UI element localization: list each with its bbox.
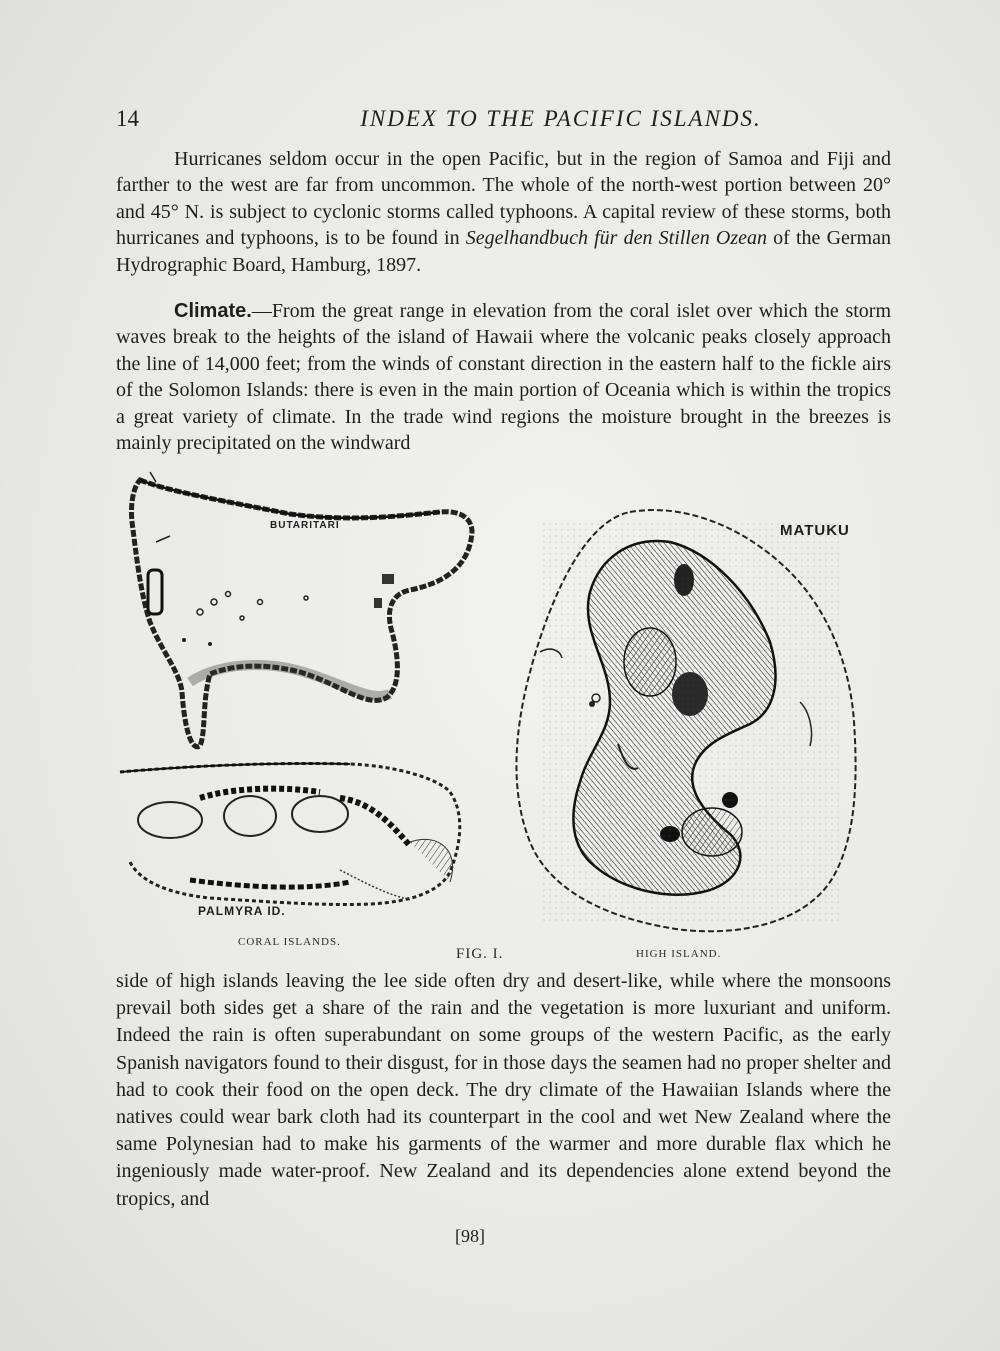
label-palmyra: PALMYRA ID.	[198, 904, 286, 918]
label-matuku: MATUKU	[780, 522, 850, 539]
paragraph-text: Hurricanes seldom occur in the open Pacific, but in the region of Samoa and Fiji and farther to the west are far from uncommon. The whole of the north-west portion between 20° and 45° N. is subject to cyclonic storms called typhoons. A capital review of these storms, both hurricanes and typhoons, is to be found in	[116, 148, 891, 250]
palmyra-atoll-map	[120, 763, 460, 904]
caption-coral-islands: CORAL ISLANDS.	[238, 936, 341, 948]
butaritari-atoll-map	[131, 472, 472, 747]
figure-1	[110, 462, 890, 967]
page-header	[116, 106, 916, 136]
island-maps-illustration	[110, 462, 890, 967]
matuku-island-map	[516, 510, 855, 931]
book-title-italic: Segelhandbuch für den Stillen Ozean	[465, 227, 768, 250]
plate-number: [98]	[455, 1226, 485, 1246]
paragraph-hurricanes	[116, 146, 891, 278]
label-butaritari: BUTARITARI	[270, 520, 340, 531]
caption-figure-number: FIG. I.	[456, 946, 504, 962]
running-title: INDEX TO THE PACIFIC ISLANDS.	[360, 106, 762, 131]
caption-high-island: HIGH ISLAND.	[636, 948, 722, 960]
paragraph-text: of the German Hydrographic Board, Hamburg, 1897.	[116, 227, 891, 276]
page-number: 14	[116, 106, 139, 131]
paragraph-climate	[116, 298, 891, 456]
paragraph-text: side of high islands leaving the lee side often dry and desert-like, while where the monsoons prevail both sides get a share of the rain and the vegetation is more luxuriant and uniform. Indeed the rain is often superabundant on some groups of the western Pacific, as the early Spanish navigators found to their disgust, for in those days the seamen had no proper shelter and had to cook their food on the open deck. The dry climate of the Hawaiian Islands where the natives could wear bark cloth had its counterpart in the cool and wet New Zealand where the same Polynesian had to make his garments of the warmer and more durable flax which he ingeniously made water-proof. New Zealand and its dependencies alone extend beyond the tropics, and	[116, 970, 891, 1210]
paragraph-rainfall	[116, 968, 891, 1213]
section-heading-climate: Climate.	[174, 300, 252, 322]
paragraph-text: —From the great range in elevation from the coral islet over which the storm waves break to the heights of the island of Hawaii where the volcanic peaks closely approach the line of 14,000 feet; from the winds of constant direction in the eastern half to the fickle airs of the Solomon Islands: there is even in the main portion of Oceania which is within the tropics a great variety of climate. In the trade wind regions the moisture brought in the breezes is mainly precipitated on the windward	[116, 300, 891, 455]
